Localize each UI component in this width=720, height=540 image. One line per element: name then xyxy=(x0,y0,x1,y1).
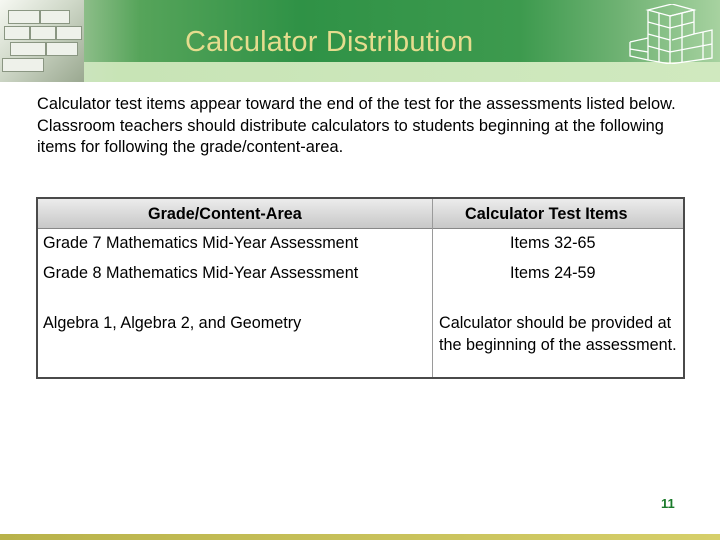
column-divider xyxy=(432,199,433,377)
calculator-table xyxy=(36,197,685,379)
intro-paragraph: Calculator test items appear toward the end of the test for the assessments listed below. Classroom teachers should distribute calculators to students beginning at the following items for following the grade/content-area. xyxy=(37,95,676,156)
table-cell-grade: Grade 7 Mathematics Mid-Year Assessment xyxy=(43,234,359,252)
footer-bar xyxy=(0,534,720,540)
table-cell-grade: Algebra 1, Algebra 2, and Geometry xyxy=(43,314,302,332)
slide-title: Calculator Distribution xyxy=(185,26,474,58)
column-header-grade: Grade/Content-Area xyxy=(148,205,302,223)
table-cell-items: Calculator should be provided at the beginning of the assessment. xyxy=(439,314,677,354)
blocks-logo-icon xyxy=(628,4,714,64)
table-cell-items: Items 24-59 xyxy=(510,264,596,282)
table-cell-items: Items 32-65 xyxy=(510,234,596,252)
table-cell-grade: Grade 8 Mathematics Mid-Year Assessment xyxy=(43,264,359,282)
page-number: 11 xyxy=(661,496,675,511)
keyboard-photo xyxy=(0,0,84,82)
header-accent-bar xyxy=(0,62,720,82)
column-header-items: Calculator Test Items xyxy=(465,205,628,223)
